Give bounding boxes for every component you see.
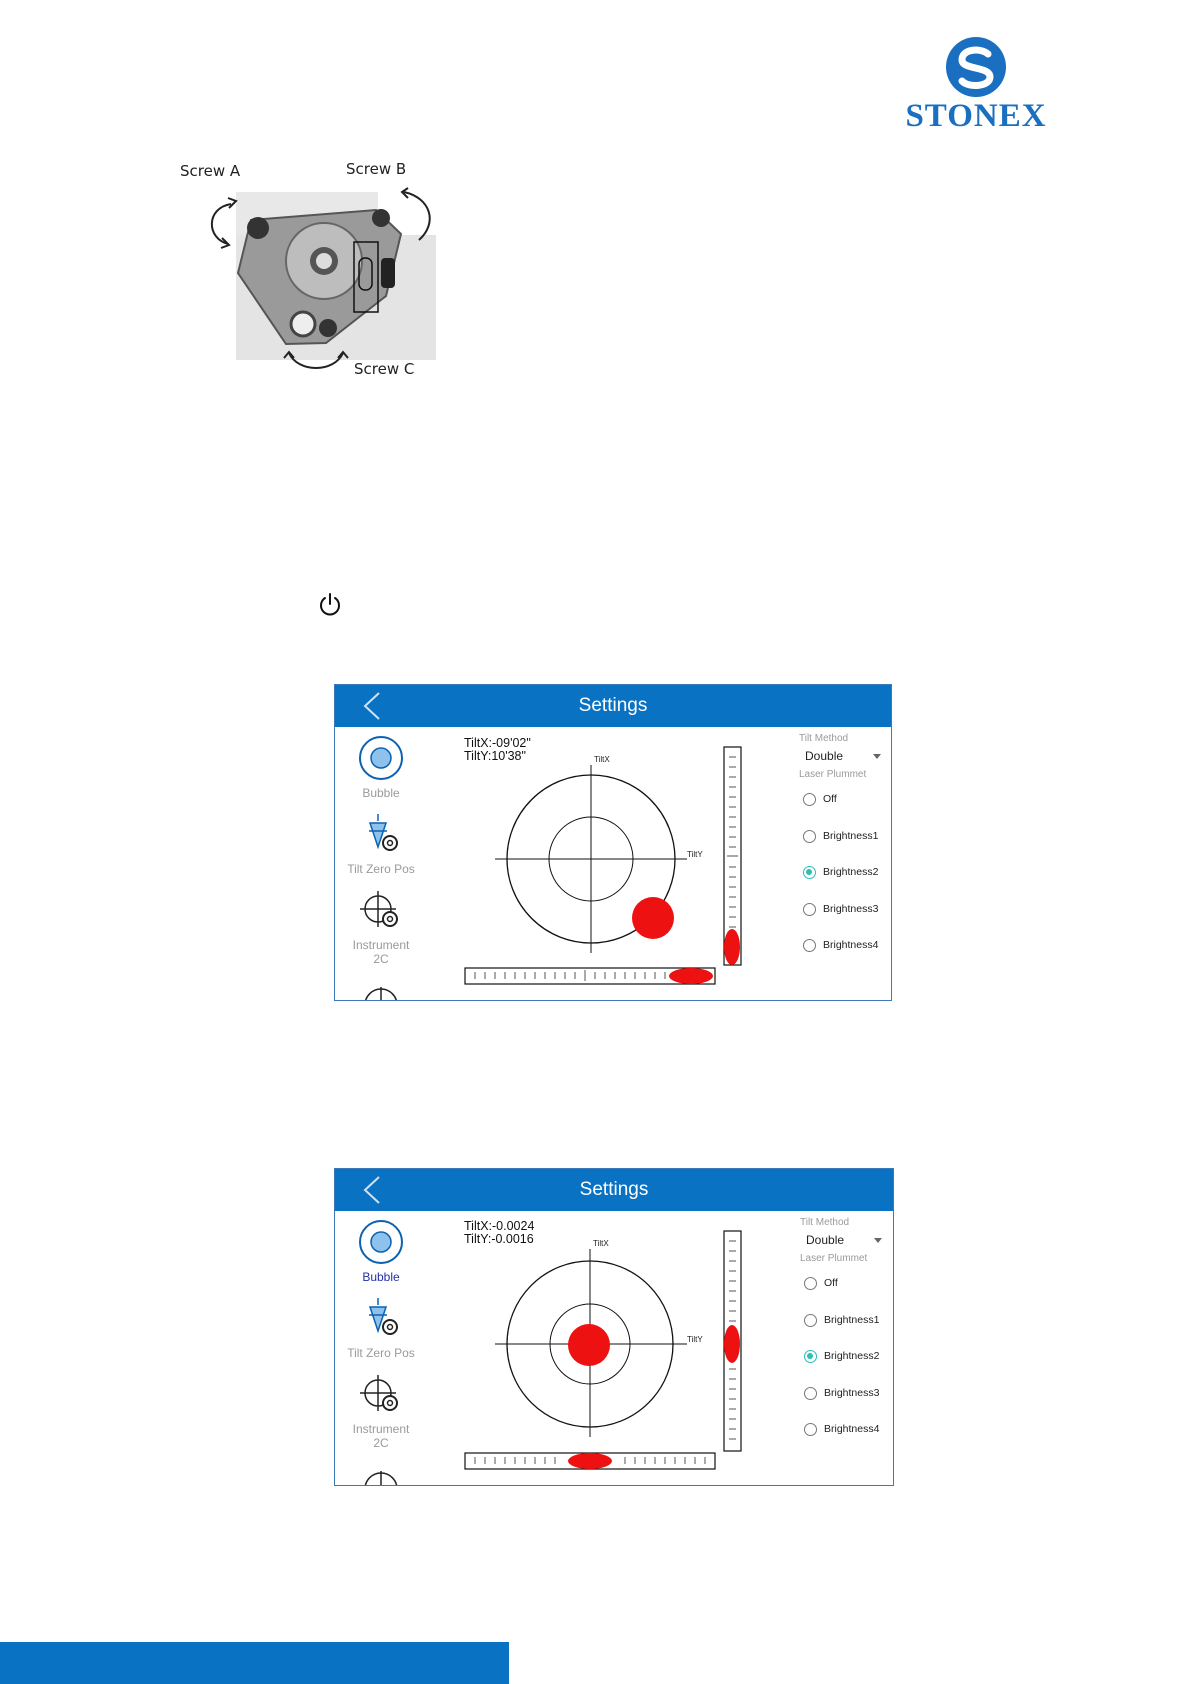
radio-circle xyxy=(804,1423,817,1436)
radio-label: Brightness1 xyxy=(823,830,879,842)
radio-label: Brightness3 xyxy=(824,1387,880,1399)
radio-label: Brightness1 xyxy=(824,1314,880,1326)
laser-plummet-label: Laser Plummet xyxy=(799,769,867,780)
radio-label: Brightness4 xyxy=(823,939,879,951)
tilt-y-value: TiltY:10'38" xyxy=(464,749,526,763)
radio-circle xyxy=(803,903,816,916)
laser-radio-group xyxy=(803,793,891,993)
screen-title: Settings xyxy=(578,695,648,716)
vertical-bubble xyxy=(724,929,740,965)
sidebar-label-line2: 2C xyxy=(373,1436,389,1450)
radio-circle-selected xyxy=(804,1350,817,1363)
horizontal-bubble xyxy=(669,968,713,984)
sidebar-label-line1: Instrument xyxy=(352,1422,410,1436)
tilt-method-dropdown[interactable] xyxy=(805,749,885,767)
axis-label-y: TiltY xyxy=(687,850,703,859)
radio-circle xyxy=(803,793,816,806)
radio-circle xyxy=(804,1314,817,1327)
sidebar-label: Bubble xyxy=(362,1270,400,1284)
horizontal-bubble xyxy=(568,1453,612,1469)
sidebar-label-line2: 2C xyxy=(373,952,389,966)
radio-label: Brightness2 xyxy=(823,866,879,878)
settings-screen-2 xyxy=(334,1168,894,1486)
radio-label: Off xyxy=(823,793,837,805)
footer-bar xyxy=(0,1642,509,1684)
chevron-down-icon xyxy=(873,754,881,759)
chevron-down-icon xyxy=(874,1238,882,1243)
radio-circle-selected xyxy=(803,866,816,879)
laser-plummet-label: Laser Plummet xyxy=(800,1253,868,1264)
tilt-method-value: Double xyxy=(805,749,844,763)
tilt-y-value: TiltY:-0.0016 xyxy=(464,1232,534,1246)
screw-b-label: Screw B xyxy=(346,160,407,178)
power-icon xyxy=(318,592,342,618)
radio-label: Brightness4 xyxy=(824,1423,880,1435)
vertical-bubble xyxy=(724,1325,740,1363)
screen-title: Settings xyxy=(579,1179,649,1200)
axis-label-y: TiltY xyxy=(687,1335,703,1344)
level-bubble xyxy=(632,897,674,939)
tilt-method-label: Tilt Method xyxy=(800,1217,850,1228)
screw-c-label: Screw C xyxy=(354,360,415,378)
radio-circle xyxy=(804,1277,817,1290)
radio-circle xyxy=(803,830,816,843)
sidebar-label: Tilt Zero Pos xyxy=(347,1346,415,1360)
radio-label: Brightness2 xyxy=(824,1350,880,1362)
sidebar-label: Bubble xyxy=(362,786,400,800)
tilt-method-value: Double xyxy=(806,1233,845,1247)
tilt-x-value: TiltX:-0.0024 xyxy=(464,1219,535,1233)
radio-circle xyxy=(804,1387,817,1400)
tilt-x-value: TiltX:-09'02" xyxy=(464,736,531,750)
tilt-method-label: Tilt Method xyxy=(799,733,849,744)
stonex-logo xyxy=(896,34,1056,134)
screw-a-label: Screw A xyxy=(180,162,241,180)
laser-radio-group xyxy=(804,1277,892,1477)
tilt-method-dropdown[interactable] xyxy=(806,1233,886,1251)
radio-circle xyxy=(803,939,816,952)
sidebar-label-line1: Instrument xyxy=(352,938,410,952)
radio-label: Brightness3 xyxy=(823,903,879,915)
tribrach-figure xyxy=(176,158,446,383)
axis-label-x: TiltX xyxy=(593,1239,609,1248)
stonex-logo-mark xyxy=(896,34,1056,104)
sidebar-label: Tilt Zero Pos xyxy=(347,862,415,876)
level-bubble xyxy=(568,1324,610,1366)
logo-wordmark: STONEX xyxy=(905,98,1047,134)
settings-screen-1 xyxy=(334,684,892,1001)
axis-label-x: TiltX xyxy=(594,755,610,764)
radio-label: Off xyxy=(824,1277,838,1289)
